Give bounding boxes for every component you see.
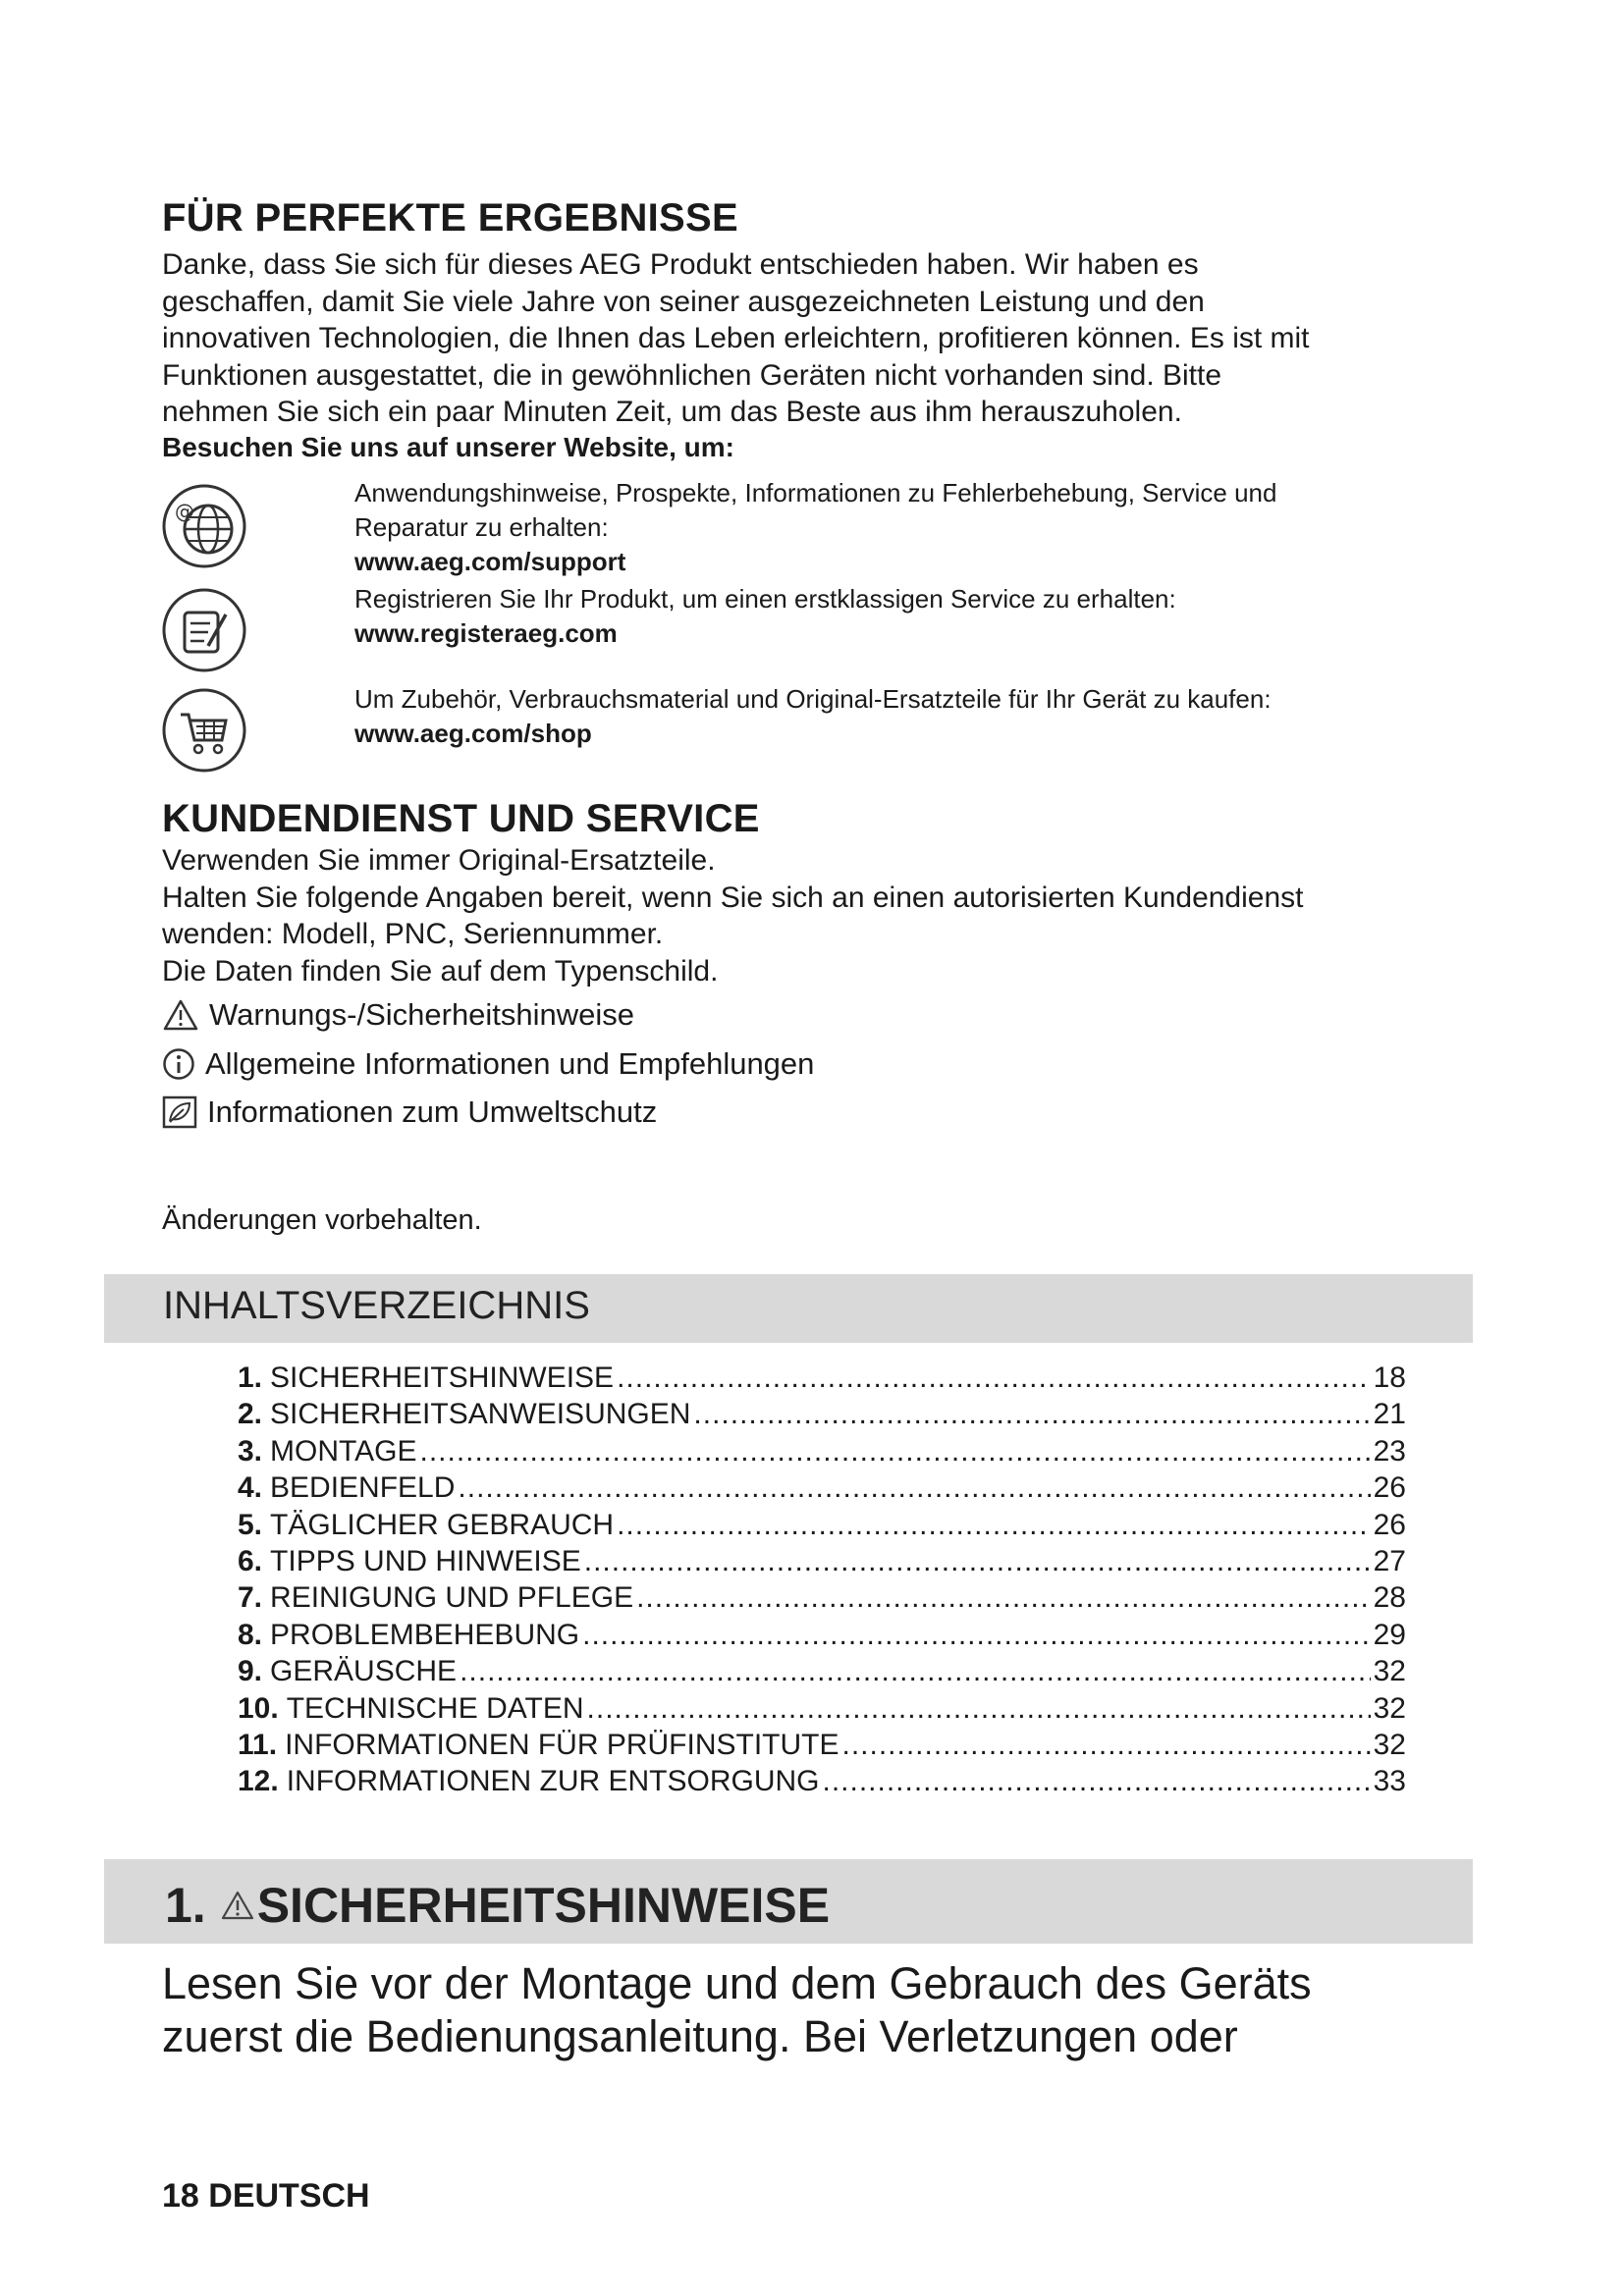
- intro-line: innovativen Technologien, die Ihnen das Leben erleichtern, profitieren können. Es ist mit: [162, 322, 1310, 354]
- web-item-register: [354, 582, 1484, 651]
- warning-icon: [162, 998, 199, 1032]
- toc-entry-page: 26: [1373, 1471, 1406, 1505]
- section1-line: Lesen Sie vor der Montage und dem Gebrauch des Geräts: [162, 1958, 1312, 2008]
- toc-entry-page: 23: [1373, 1434, 1406, 1468]
- toc-entry-number: 5.: [238, 1508, 263, 1541]
- intro-line: geschaffen, damit Sie viele Jahre von seiner ausgezeichneten Leistung und den: [162, 285, 1205, 318]
- toc-entry[interactable]: [238, 1435, 1406, 1471]
- toc-entry[interactable]: [238, 1765, 1406, 1801]
- web-item-text: Anwendungshinweise, Prospekte, Informationen zu Fehlerbehebung, Service und: [354, 478, 1277, 507]
- toc-entry-number: 12.: [238, 1765, 279, 1798]
- toc-entry[interactable]: [238, 1362, 1406, 1398]
- service-heading: KUNDENDIENST UND SERVICE: [162, 797, 760, 840]
- intro-line: nehmen Sie sich ein paar Minuten Zeit, um das Beste aus ihm herauszuholen.: [162, 396, 1182, 428]
- toc-entry-title: SICHERHEITSHINWEISE: [270, 1362, 615, 1394]
- toc-entry-number: 9.: [238, 1655, 263, 1688]
- toc-entry-title: INFORMATIONEN FÜR PRÜFINSTITUTE: [285, 1728, 839, 1761]
- toc-entry-page: 32: [1373, 1691, 1406, 1725]
- changes-note: Änderungen vorbehalten.: [162, 1204, 482, 1236]
- toc-entry[interactable]: [238, 1581, 1406, 1618]
- toc-list: [238, 1362, 1406, 1802]
- web-item-text: Registrieren Sie Ihr Produkt, um einen erstklassigen Service zu erhalten:: [354, 584, 1176, 614]
- toc-entry-page: 18: [1373, 1362, 1406, 1394]
- toc-entry-number: 2.: [238, 1398, 263, 1431]
- toc-entry-number: 8.: [238, 1618, 263, 1651]
- support-link[interactable]: www.aeg.com/support: [354, 547, 626, 576]
- section1-heading: [165, 1877, 830, 1934]
- section1-line: zuerst die Bedienungsanleitung. Bei Verletzungen oder: [162, 2011, 1238, 2061]
- section1-title: SICHERHEITSHINWEISE: [256, 1878, 831, 1933]
- web-item-shop: [354, 682, 1484, 751]
- toc-entry-title: BEDIENFELD: [270, 1471, 456, 1505]
- service-paragraph: [162, 842, 1478, 989]
- toc-entry-number: 1.: [238, 1362, 263, 1394]
- toc-entry[interactable]: [238, 1471, 1406, 1508]
- legend-warning: [162, 997, 634, 1033]
- toc-entry-page: 29: [1373, 1618, 1406, 1651]
- toc-entry-title: TIPPS UND HINWEISE: [270, 1544, 581, 1577]
- legend-label: Informationen zum Umweltschutz: [207, 1095, 658, 1129]
- toc-entry-number: 3.: [238, 1434, 263, 1468]
- toc-entry-page: 33: [1373, 1765, 1406, 1798]
- leaf-icon: [162, 1095, 197, 1129]
- toc-entry-title: INFORMATIONEN ZUR ENTSORGUNG: [286, 1765, 820, 1798]
- toc-entry-page: 28: [1373, 1581, 1406, 1615]
- section1-header-band: [104, 1859, 1473, 1944]
- toc-entry-page: 21: [1373, 1398, 1406, 1431]
- toc-entry-title: MONTAGE: [270, 1434, 417, 1468]
- toc-entry-page: 32: [1373, 1728, 1406, 1761]
- toc-entry[interactable]: [238, 1619, 1406, 1655]
- toc-header-band: [104, 1274, 1473, 1343]
- register-link[interactable]: www.registeraeg.com: [354, 618, 618, 648]
- toc-entry-title: REINIGUNG UND PFLEGE: [270, 1581, 634, 1615]
- intro-line: Danke, dass Sie sich für dieses AEG Produkt entschieden haben. Wir haben es: [162, 248, 1199, 281]
- web-item-text: Reparatur zu erhalten:: [354, 512, 609, 542]
- legend-label: Warnungs-/Sicherheitshinweise: [209, 997, 635, 1032]
- service-line: Die Daten finden Sie auf dem Typenschild.: [162, 954, 719, 988]
- toc-entry[interactable]: [238, 1655, 1406, 1691]
- website-heading: Besuchen Sie uns auf unserer Website, um:: [162, 432, 734, 462]
- toc-entry-title: TECHNISCHE DATEN: [286, 1691, 584, 1725]
- legend-environment: [162, 1095, 657, 1130]
- toc-entry[interactable]: [238, 1398, 1406, 1434]
- legend-label: Allgemeine Informationen und Empfehlungen: [205, 1046, 815, 1081]
- toc-entry-number: 11.: [238, 1728, 278, 1761]
- toc-entry-number: 10.: [238, 1691, 279, 1725]
- cart-icon: [161, 687, 247, 774]
- warning-icon: [220, 1890, 255, 1921]
- web-item-support: [354, 476, 1484, 579]
- toc-entry-title: GERÄUSCHE: [270, 1655, 458, 1688]
- service-line: Halten Sie folgende Angaben bereit, wenn Sie sich an einen autorisierten Kundendienst: [162, 881, 1304, 914]
- toc-entry[interactable]: [238, 1509, 1406, 1545]
- toc-entry-title: TÄGLICHER GEBRAUCH: [270, 1508, 615, 1541]
- intro-paragraph: [162, 246, 1478, 431]
- toc-heading: INHALTSVERZEICHNIS: [163, 1284, 590, 1327]
- section1-number: 1.: [165, 1878, 206, 1933]
- page-footer: 18 DEUTSCH: [162, 2177, 370, 2215]
- legend-info: [162, 1046, 814, 1082]
- toc-entry-page: 32: [1373, 1655, 1406, 1688]
- toc-entry-number: 7.: [238, 1581, 263, 1615]
- web-item-text: Um Zubehör, Verbrauchsmaterial und Original-Ersatzteile für Ihr Gerät zu kaufen:: [354, 684, 1272, 714]
- shop-link[interactable]: www.aeg.com/shop: [354, 719, 592, 748]
- toc-entry[interactable]: [238, 1729, 1406, 1765]
- toc-entry-number: 6.: [238, 1544, 263, 1577]
- intro-line: Funktionen ausgestattet, die in gewöhnlichen Geräten nicht vorhanden sind. Bitte: [162, 358, 1222, 392]
- service-line: wenden: Modell, PNC, Seriennummer.: [162, 918, 664, 950]
- section1-intro: [162, 1957, 1478, 2063]
- toc-entry-title: PROBLEMBEHEBUNG: [270, 1618, 580, 1651]
- info-icon: [162, 1047, 195, 1081]
- service-line: Verwenden Sie immer Original-Ersatzteile.: [162, 844, 716, 877]
- toc-entry[interactable]: [238, 1692, 1406, 1729]
- globe-icon: [161, 483, 247, 569]
- toc-entry-page: 27: [1373, 1544, 1406, 1577]
- toc-entry-title: SICHERHEITSANWEISUNGEN: [270, 1398, 691, 1431]
- svg-text:@: @: [175, 500, 194, 523]
- toc-entry-number: 4.: [238, 1471, 263, 1505]
- toc-entry[interactable]: [238, 1545, 1406, 1581]
- toc-entry-page: 26: [1373, 1508, 1406, 1541]
- register-icon: [161, 587, 247, 673]
- intro-heading: FÜR PERFEKTE ERGEBNISSE: [162, 196, 738, 240]
